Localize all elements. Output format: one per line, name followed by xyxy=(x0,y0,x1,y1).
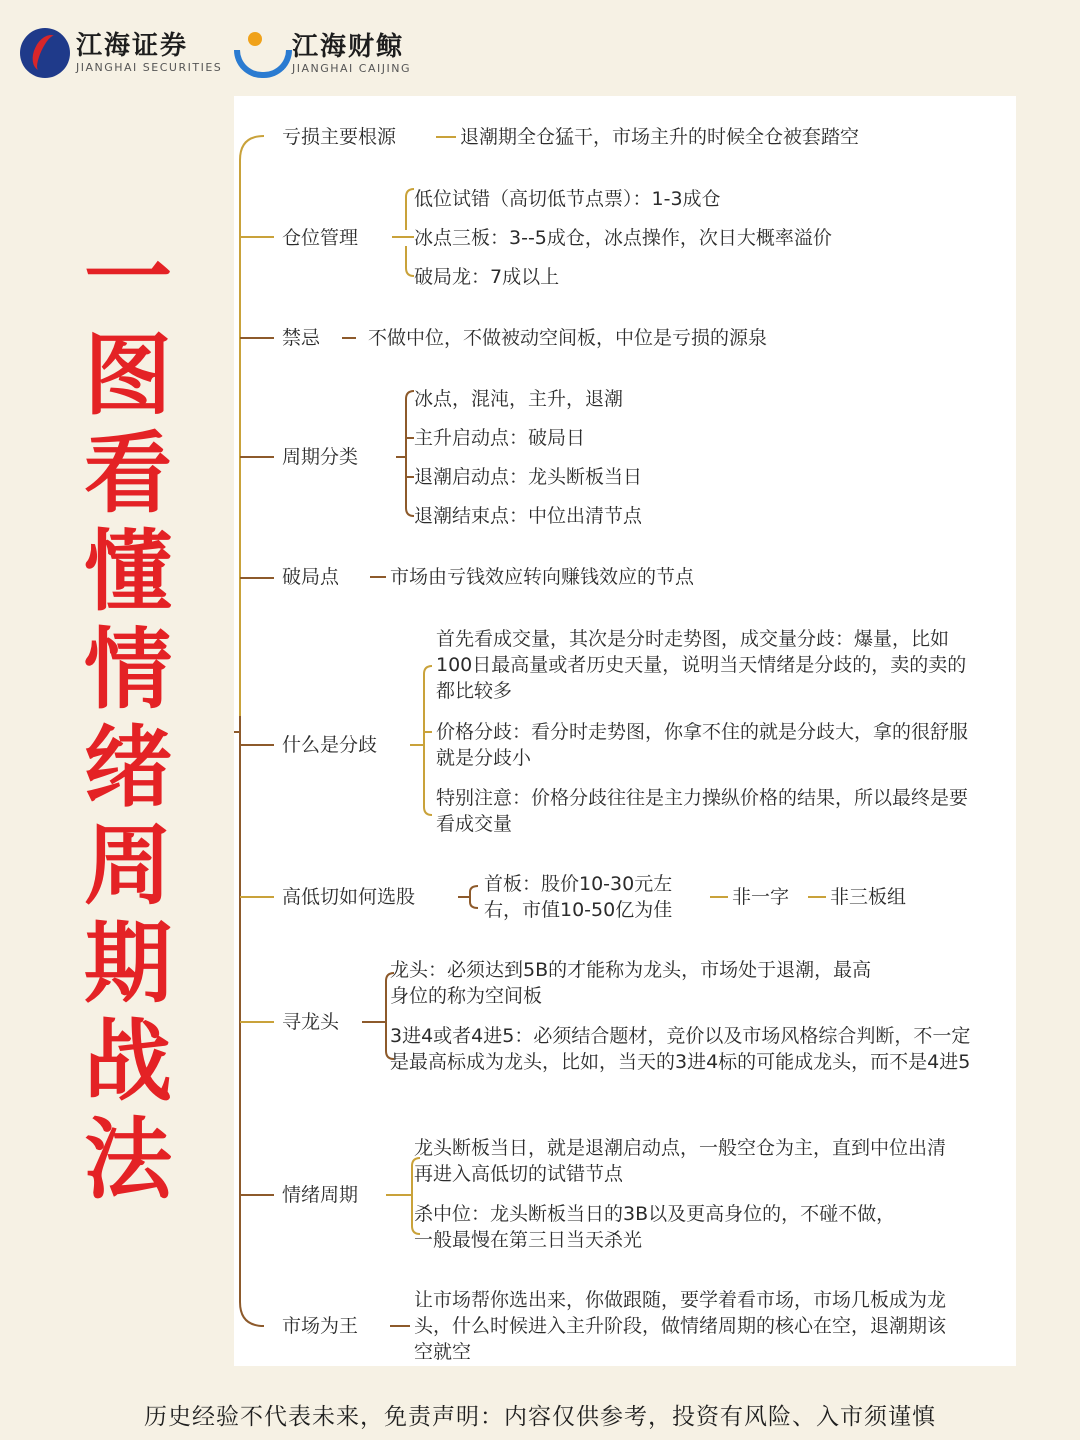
title-char: 一 xyxy=(83,225,172,329)
mind-map-panel xyxy=(234,96,1016,1366)
title-char: 情 xyxy=(83,617,172,721)
emotion-item: 龙头断板当日，就是退潮启动点，一般空仓为主，直到中位出清再进入高低切的试错节点 xyxy=(414,1137,947,1185)
position-item: 低位试错（高切低节点票）：1-3成仓 xyxy=(414,188,721,210)
title-char: 绪 xyxy=(83,715,172,819)
jianghai-caijing-logo xyxy=(230,28,411,80)
securities-logo-icon xyxy=(20,28,70,78)
emotion-item: 杀中位：龙头断板当日的3B以及更高身位的，不碰不做，一般最慢在第三日当天杀光 xyxy=(414,1203,896,1251)
divergence-item: 特别注意：价格分歧往往是主力操纵价格的结果，所以最终是要看成交量 xyxy=(436,787,969,835)
title-char: 法 xyxy=(83,1107,172,1211)
title-char: 周 xyxy=(83,813,172,917)
divergence-item: 价格分歧：看分时走势图，你拿不住的就是分歧大，拿的很舒服就是分歧小 xyxy=(436,721,969,769)
branch-taboo: 禁忌 xyxy=(282,327,321,349)
cycle-item: 冰点，混沌，主升，退潮 xyxy=(414,388,624,410)
breakout-text: 市场由亏钱效应转向赚钱效应的节点 xyxy=(390,566,695,588)
hi-lo-item: 非一字 xyxy=(732,886,790,908)
branch-cycle-types: 周期分类 xyxy=(282,446,359,468)
taboo-text: 不做中位，不做被动空间板，中位是亏损的源泉 xyxy=(368,327,768,349)
position-item: 冰点三板：3--5成仓，冰点操作，次日大概率溢价 xyxy=(414,227,832,249)
title-char: 期 xyxy=(83,911,172,1015)
jianghai-securities-logo xyxy=(20,28,222,78)
hi-lo-item: 首板：股价10-30元左右，市值10-50亿为佳 xyxy=(484,873,673,921)
logo2-english: JIANGHAI CAIJING xyxy=(292,62,411,75)
title-char: 图 xyxy=(83,323,172,427)
hi-lo-item: 非三板组 xyxy=(830,886,907,908)
position-item: 破局龙：7成以上 xyxy=(414,266,560,288)
title-char: 看 xyxy=(83,421,172,525)
cycle-item: 主升启动点：破局日 xyxy=(414,427,586,449)
branch-divergence: 什么是分歧 xyxy=(282,734,378,756)
cycle-item: 退潮启动点：龙头断板当日 xyxy=(414,466,643,488)
page-title xyxy=(82,225,174,1211)
logo1-name: 江海证券 xyxy=(76,31,189,61)
branch-position-mgmt: 仓位管理 xyxy=(282,227,359,249)
logo1-english: JIANGHAI SECURITIES xyxy=(76,61,223,74)
branch-emotion-cycle: 情绪周期 xyxy=(282,1184,359,1206)
loss-root-text: 退潮期全仓猛干，市场主升的时候全仓被套踏空 xyxy=(460,126,860,148)
divergence-item: 首先看成交量，其次是分时走势图，成交量分歧：爆量，比如100日最高量或者历史天量，说明当天情绪是分歧的，卖的卖的都比较多 xyxy=(436,628,967,702)
market-king-text: 让市场帮你选出来，你做跟随，要学着看市场，市场几板成为龙头，什么时候进入主升阶段，做情绪周期的核心在空，退潮期该空就空 xyxy=(414,1289,947,1363)
disclaimer-footer: 历史经验不代表未来，免责声明：内容仅供参考，投资有风险、入市须谨慎 xyxy=(144,1404,936,1430)
leader-item: 3进4或者4进5：必须结合题材，竞价以及市场风格综合判断，不一定是最高标成为龙头，比如，当天的3进4标的可能成龙头，而不是4进5 xyxy=(390,1025,971,1073)
branch-breakout: 破局点 xyxy=(282,566,340,588)
logo2-name: 江海财鲸 xyxy=(292,32,405,62)
branch-find-leader: 寻龙头 xyxy=(282,1011,340,1033)
title-char: 懂 xyxy=(83,519,172,623)
caijing-logo-icon xyxy=(230,28,286,80)
branch-loss-root: 亏损主要根源 xyxy=(282,126,397,148)
branch-market-king: 市场为王 xyxy=(282,1315,359,1337)
branch-hi-lo-switch: 高低切如何选股 xyxy=(282,886,416,908)
cycle-item: 退潮结束点：中位出清节点 xyxy=(414,505,643,527)
leader-item: 龙头：必须达到5B的才能称为龙头，市场处于退潮，最高身位的称为空间板 xyxy=(390,959,872,1007)
title-char: 战 xyxy=(83,1009,172,1113)
